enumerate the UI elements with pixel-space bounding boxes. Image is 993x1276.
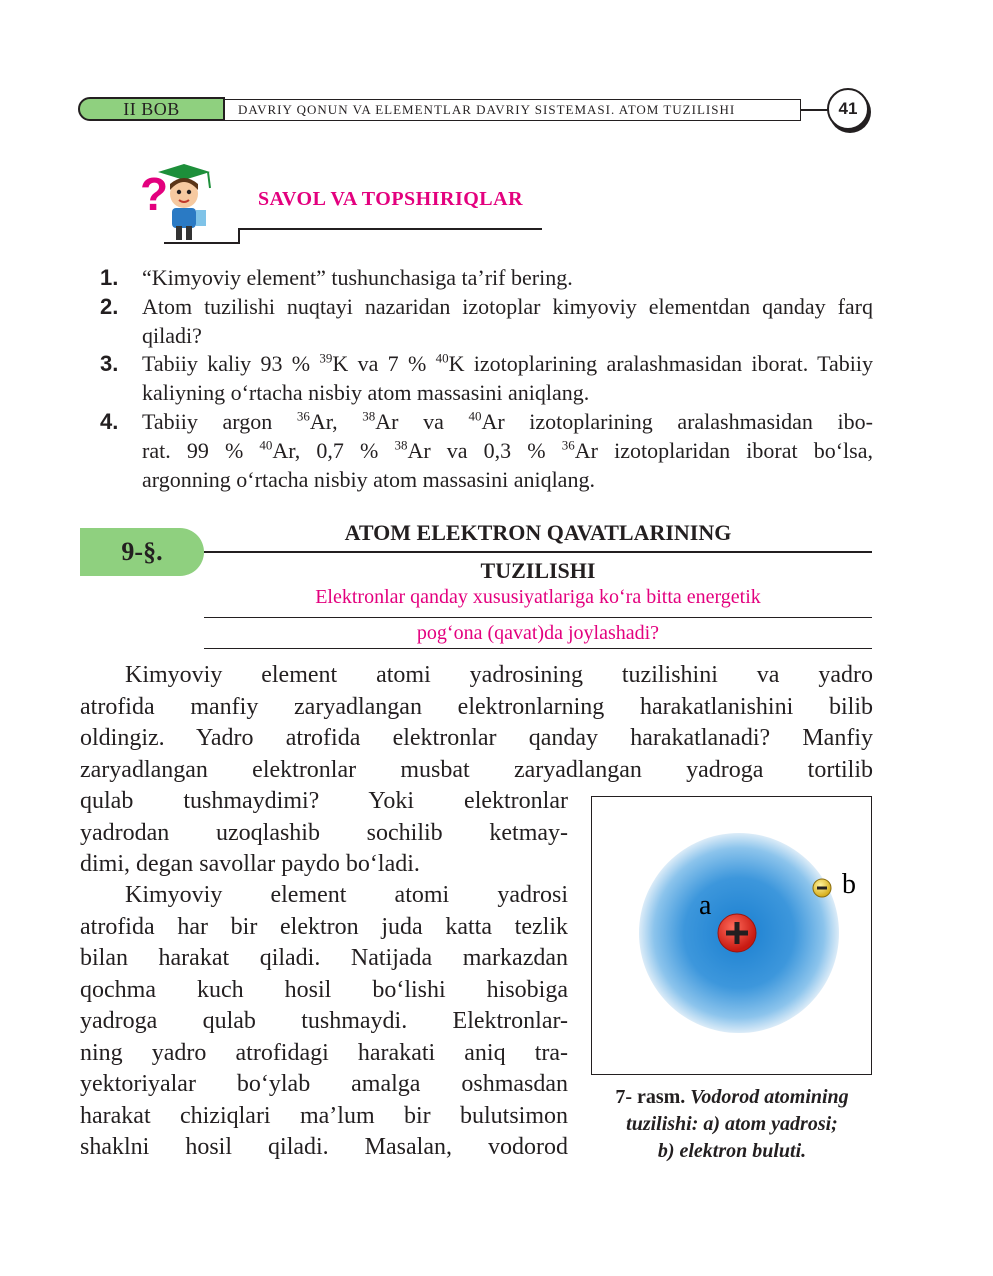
question-text: Tabiiy kaliy 93 % $^{39}$K va 7 % $^{40}$K izotoplarining aralashmasidan iborat. Tabiiy kaliyning o‘rtacha nisbiy atom massasini aniqlang. [142,351,873,406]
question-text: Atom tuzilishi nuqtayi nazaridan izotoplar kimyoviy elementdan qanday farq qiladi? [142,293,873,348]
paragraph-1 [80,660,873,786]
header-connector [800,109,828,111]
text-line: oldingiz. Yadro atrofida elektronlar qanday harakatlanadi? Manfiy [80,725,873,751]
questions-list [100,264,873,494]
text-line: harakat chiziqlari ma’lum bir bulutsimon [80,1102,568,1129]
question-item [100,264,873,293]
question-item [100,293,873,351]
text-line: atrofida har bir elektron juda katta tezlik [80,913,568,940]
text-line: qulab tushmaydimi? Yoki elektronlar [80,788,568,814]
nucleus [718,914,756,952]
atom-diagram [592,797,870,1073]
question-item [100,408,873,494]
caption-number: 7- rasm. [615,1086,686,1108]
text-line: atrofida manfiy zaryadlangan elektronlarning harakatlanishini bilib [80,693,873,720]
subtitle-rule [204,648,872,649]
student-question-icon [138,160,220,244]
paragraph-2 [80,880,568,1164]
text-line: ning yadro atrofidagi harakati aniq tra- [80,1039,568,1066]
electron [813,879,831,897]
figure-caption [592,1084,872,1165]
question-number: 1. [100,265,119,290]
caption-text: tuzilishi: a) atom yadrosi; [626,1113,838,1135]
question-text-line: argonning o‘rtacha nisbiy atom massasini aniqlang. [142,466,595,492]
paragraph-1-continued [80,786,568,881]
questions-rule [238,228,542,230]
text-line: Kimyoviy element atomi yadrosining tuzilishini va yadro [125,662,873,688]
text-line: yektoriyalar bo‘ylab amalga oshmasdan [80,1071,568,1097]
running-header-title: DAVRIY QONUN VA ELEMENTLAR DAVRIY SISTEMASI. ATOM TUZILISHI [238,102,736,117]
section-title-line2: TUZILISHI [480,558,596,583]
text-line: bilan harakat qiladi. Natijada markazdan [80,945,568,971]
question-number: 4. [100,408,119,434]
section-subtitle-line1: Elektronlar qanday xususiyatlariga ko‘ra bitta energetik [315,586,761,608]
caption-text: Vodorod atomining [690,1086,849,1108]
text-line: zaryadlangan elektronlar musbat zaryadlangan yadroga tortilib [80,756,873,783]
questions-rule-lower [164,242,240,244]
questions-title: SAVOL VA TOPSHIRIQLAR [258,188,524,210]
svg-text:?: ? [140,168,169,220]
label-a: a [699,890,712,921]
text-line: Kimyoviy element atomi yadrosi [125,882,568,908]
section-rule [204,551,872,553]
section-number: 9-§. [80,528,204,576]
subtitle-rule [204,617,872,618]
label-b: b [842,869,856,900]
question-item [100,350,873,408]
page-number: 41 [827,88,869,130]
chapter-label: II BOB [78,97,225,121]
question-number: 2. [100,293,119,319]
question-text: “Kimyoviy element” tushunchasiga ta’rif bering. [142,265,573,290]
text-line: qochma kuch hosil bo‘lishi hisobiga [80,976,568,1003]
section-title-line1: ATOM ELEKTRON QAVATLARINING [344,520,732,545]
caption-text: b) elektron buluti. [657,1140,807,1162]
question-text-line: rat. 99 % $^{40}$Ar, 0,7 % $^{38}$Ar va 0,3 % $^{36}$Ar izotoplaridan iborat bo‘lsa, [142,437,873,463]
text-line: yadrodan uzoqlashib sochilib ketmay- [80,819,568,846]
text-line: yadroga qulab tushmaydi. Elektronlar- [80,1008,568,1034]
text-line: dimi, degan savollar paydo bo‘ladi. [80,851,420,877]
text-line: shaklni hosil qiladi. Masalan, vodorod [80,1134,568,1160]
question-number: 3. [100,351,119,377]
question-text-line: Tabiiy argon $^{36}$Ar, $^{38}$Ar va $^{40}$Ar izotoplarining aralashmasidan ibo- [142,408,873,434]
section-subtitle-line2: pog‘ona (qavat)da joylashadi? [416,622,660,644]
hydrogen-atom-figure [591,796,872,1075]
